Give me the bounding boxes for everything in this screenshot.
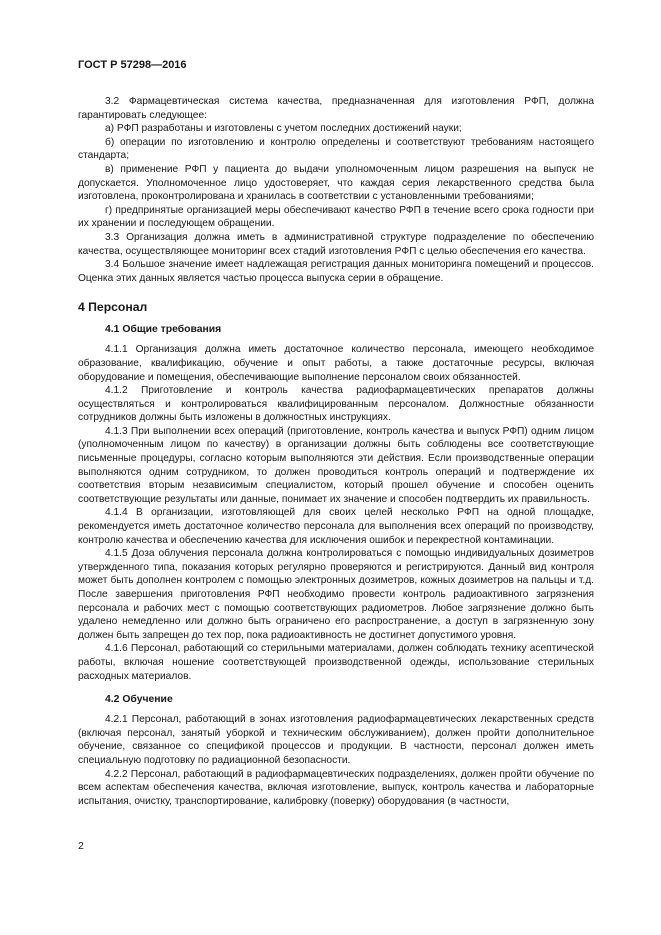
subsection-4-1-heading: 4.1 Общие требования [105, 324, 222, 336]
paragraph-3-3: 3.3 Организация должна иметь в административной структуре подразделение по обеспечению качества, осуществляющее мониторинг всех стадий изготовления РФП с целью обеспечения его качества. [78, 231, 594, 257]
standard-header: ГОСТ Р 57298—2016 [78, 59, 187, 71]
document-body [78, 95, 594, 808]
paragraph-4-1-2: 4.1.2 Приготовление и контроль качества радиофармацевтических препаратов должны осуществляться и контролироваться квалифицированным персоналом. Должностные обязанности сотрудников должны быть изложены в должностных инструкциях. [78, 385, 594, 424]
list-item-v: в) применение РФП у пациента до выдачи уполномоченным лицом разрешения на выпуск не допускается. Уполномоченное лицо удостоверяет, что каждая серия лекарственного средства была изготовлена, проконтролирована и хранилась в соответствии с установленными требованиями; [78, 163, 594, 203]
subsection-4-2-heading: 4.2 Обучение [105, 694, 173, 706]
paragraph-4-1-5: 4.1.5 Доза облучения персонала должна контролироваться с помощью индивидуальных дозиметров утвержденного типа, показания которых регулярно проверяются и регистрируются. Данный вид контроля может быть дополнен контролем с помощью электронных дозиметров, кожных дозиметров на пальцы и т.д. После завершения приготовления РФП необходимо провести контроль радиоактивного загрязнения персонала и рабочих мест с помощью соответствующих радиометров. Любое загрязнение должно быть удалено немедленно или должно быть ограничено его распространение, а доступ в загрязненную зону должен быть запрещен до тех пор, пока радиоактивность не достигнет допустимого уровня. [78, 548, 594, 641]
paragraph-4-1-6: 4.1.6 Персонал, работающий со стерильными материалами, должен соблюдать технику асептической работы, включая ношение соответствующей производственной одежды, использование стерильных расходных материалов. [78, 643, 594, 682]
list-item-a: а) РФП разработаны и изготовлены с учетом последних достижений науки; [105, 123, 462, 135]
paragraph-4-2-2: 4.2.2 Персонал, работающий в радиофармацевтических подразделениях, должен пройти обучение по всем аспектам обеспечения качества, включая изготовление, выпуск, контроль качества и лабораторные испытания, очистку, транспортирование, калибровку (поверку) оборудования (в частности, [78, 768, 594, 807]
paragraph-3-4: 3.4 Большое значение имеет надлежащая регистрация данных мониторинга помещений и процессов. Оценка этих данных является частью процесса выпуска серии в обращение. [78, 259, 594, 284]
section-3-continuation [78, 95, 594, 285]
paragraph-4-2-1: 4.2.1 Персонал, работающий в зонах изготовления радиофармацевтических лекарственных средств (включая персонал, занятый уборкой и техническим обслуживанием), должен пройти дополнительное обучение, связанное со спецификой процессов и продукции. В частности, персонал должен иметь специальную подготовку по радиационной безопасности. [78, 714, 594, 766]
subsection-4-2 [78, 713, 594, 808]
paragraph-4-1-4: 4.1.4 В организации, изготовляющей для своих целей несколько РФП на одной площадке, рекомендуется иметь достаточное количество персонала для выполнения всех операций по производству, контролю качества и обеспечению качества для исключения ошибок и перекрестной контаминации. [78, 507, 594, 546]
page-number: 2 [78, 840, 84, 852]
paragraph-4-1-3: 4.1.3 При выполнении всех операций (приготовление, контроль качества и выпуск РФП) одним лицом (уполномоченным лицом по качеству) в организации должны быть соблюдены все соответствующие письменные процедуры, согласно которым выполняются эти действия. Если производственные операции выполняются одним сотрудником, то должен проводиться контроль операций и подтверждение их соответствия вторым независимым специалистом, который прошел обучение и способен оценить соответствующие результаты или данные, понимает их значение и способен подтвердить их правильность. [78, 425, 594, 505]
list-item-b: б) операции по изготовлению и контролю определены и соответствуют требованиям настоящего стандарта; [78, 136, 594, 162]
subsection-4-1 [78, 343, 594, 683]
section-gap [78, 285, 594, 293]
paragraph-4-1-1: 4.1.1 Организация должна иметь достаточное количество персонала, имеющего необходимое образование, квалификацию, обучение и опыт работы, а также достаточные ресурсы, включая оборудование и помещения, обеспечивающие выполнение персоналом своих обязанностей. [78, 344, 594, 383]
list-item-g: г) предпринятые организацией меры обеспечивают качество РФП в течение всего срока годности при их хранении и последующем обращении. [78, 204, 594, 230]
paragraph-3-2: 3.2 Фармацевтическая система качества, предназначенная для изготовления РФП, должна гарантировать следующее: [78, 96, 594, 121]
section-4-heading: 4 Персонал [78, 300, 148, 315]
